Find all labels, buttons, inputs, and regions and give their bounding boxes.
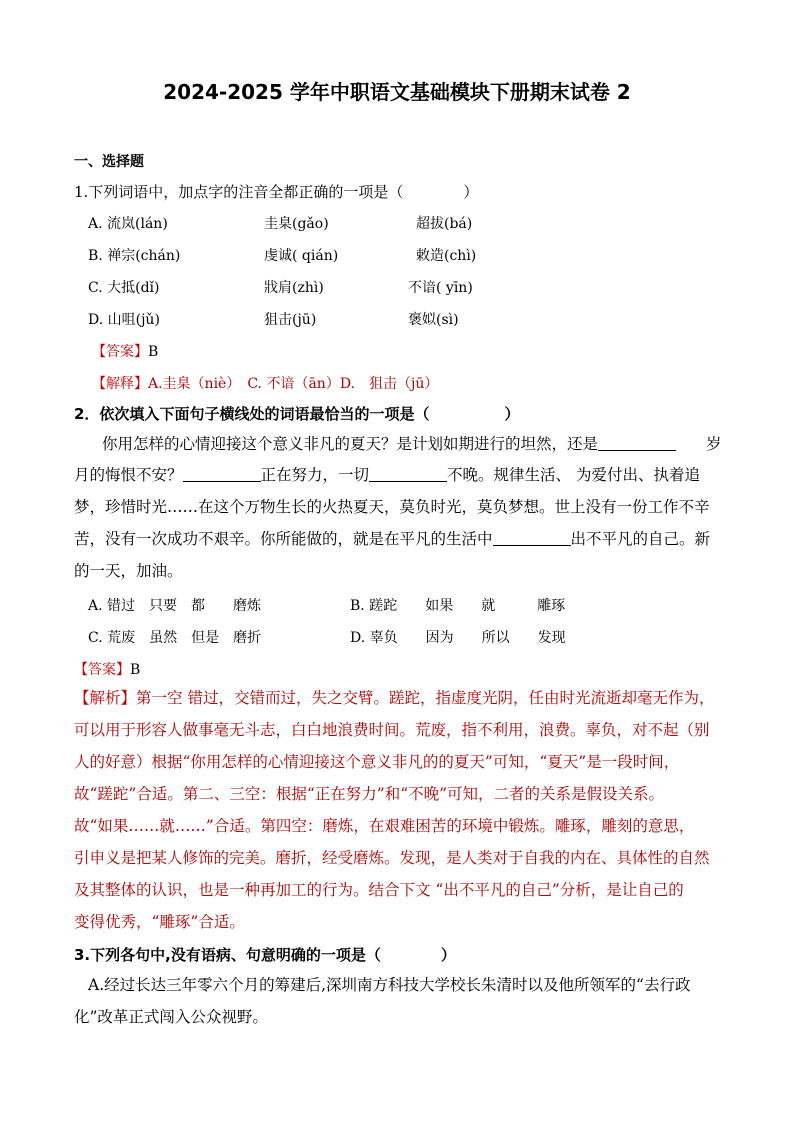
q2-passage-line-3: 梦，珍惜时光……在这个万物生长的火热夏天，莫负时光，莫负梦想。世上没有一份工作不辛: [74, 498, 710, 516]
q2-passage-line-5: 的一天，加油。: [74, 562, 183, 580]
q1-option-c-3: 不谙( yīn): [408, 280, 473, 296]
fill-blank-3: [369, 463, 447, 482]
q2-passage-line-1-end: 岁: [706, 435, 722, 453]
fill-blank-4: [493, 527, 571, 546]
q1-option-c-1: C. 大抵(dǐ): [88, 280, 160, 296]
q2-option-d: D. 辜负 因为 所以 发现: [350, 630, 566, 646]
passage-text: 月的悔恨不安？: [74, 466, 183, 484]
q1-option-b-3: 敕造(chì): [416, 248, 477, 264]
q2-explanation-line-6: 引申义是把某人修饰的完美。磨折，经受磨炼。发现，是人类对于自我的内在、具体性的自然: [74, 849, 710, 867]
q2-explanation-line-1: [74, 683, 714, 714]
fill-blank-1: [598, 432, 676, 451]
q2-explanation-line-4: 故“蹉跎”合适。第二、三空：根据“正在努力”和“不晚”可知，二者的关系是假设关系。: [74, 785, 665, 803]
passage-text: 你用怎样的心情迎接这个意义非凡的夏天？是计划如期进行的坦然，还是: [102, 435, 599, 453]
q2-passage-line-4: [74, 524, 710, 555]
q2-explanation-line-8: 变得优秀，“雕琢”合适。: [74, 913, 245, 931]
q2-explanation-line-2: 可以用于形容人做事毫无斗志，白白地浪费时间。荒废，指不利用，浪费。辜负，对不起（别: [74, 721, 710, 739]
answer-value: B: [130, 662, 141, 678]
q2-passage-line-1: [102, 429, 676, 460]
q2-explanation-line-3: 人的好意）根据“你用怎样的心情迎接这个意义非凡的的夏天”可知，“夏天”是一段时间，: [74, 753, 680, 771]
q1-option-a-1: A. 流岚(lán): [88, 216, 168, 232]
section-heading: 一、选择题: [74, 154, 144, 170]
q3-option-a-line-2: 化”改革正式闯入公众视野。: [74, 1008, 268, 1026]
passage-text: 正在努力，一切: [260, 466, 370, 484]
q2-answer: [74, 659, 140, 679]
q1-option-a-2: 圭臬(gǎo): [264, 216, 329, 232]
passage-text: 苦，没有一次成功不艰辛。你所能做的，就是在平凡的生活中: [74, 530, 493, 548]
answer-tag: 【答案】: [74, 662, 130, 678]
fill-blank-2: [183, 463, 261, 482]
q2-explanation-line-7: 及其整体的认识，也是一种再加工的行为。结合下文 “出不平凡的自己”分析，是让自己的: [74, 881, 684, 899]
q1-option-d-2: 狙击(jū): [264, 312, 317, 328]
q1-option-b-2: 虔诚( qián): [264, 248, 339, 264]
q1-option-b-1: B. 禅宗(chán): [88, 248, 181, 264]
explain-tag: 【解释】: [92, 376, 148, 392]
passage-text: 出不平凡的自己。新: [570, 530, 711, 548]
question-2-stem: 2．依次填入下面句子横线处的词语最恰当的一项是（ ）: [74, 405, 520, 423]
question-1-stem: 1.下列词语中，加点字的注音全都正确的一项是（ ）: [74, 183, 479, 201]
q2-option-b: B. 蹉跎 如果 就 雕琢: [350, 598, 566, 614]
q1-option-c-2: 戕肩(zhì): [264, 280, 324, 296]
passage-text: 不晚。规律生活、 为爱付出、执着追: [447, 466, 700, 484]
q1-option-d-3: 褒姒(sì): [408, 312, 459, 328]
explain-text: A.圭臬（niè） C. 不谙（ān）D. 狙击（jū）: [148, 376, 439, 392]
answer-tag: 【答案】: [92, 344, 148, 360]
page-title: 2024-2025 学年中职语文基础模块下册期末试卷 2: [163, 80, 631, 104]
q1-option-a-3: 超拔(bá): [416, 216, 473, 232]
answer-value: B: [148, 344, 159, 360]
q2-option-a: A. 错过 只要 都 磨炼: [88, 598, 262, 614]
q2-option-c: C. 荒废 虽然 但是 磨折: [88, 630, 262, 646]
q1-answer: [92, 341, 158, 361]
q2-explanation-line-5: 故“如果……就……”合适。第四空：磨炼，在艰难困苦的环境中锻炼。雕琢，雕刻的意思，: [74, 817, 695, 835]
explain-tag: 【解析】: [74, 689, 137, 707]
explain-text: 第一空 错过，交错而过，失之交臂。蹉跎，指虚度光阴，任由时光流逝却毫无作为，: [136, 689, 715, 707]
question-3-stem: 3.下列各句中,没有语病、句意明确的一项是（ ）: [74, 946, 456, 964]
q1-option-d-1: D. 山咀(jǔ): [88, 312, 160, 328]
q3-option-a-line-1: A.经过长达三年零六个月的筹建后,深圳南方科技大学校长朱清时以及他所领军的“去行政: [88, 976, 691, 994]
q1-explanation: [92, 373, 438, 393]
q2-passage-line-2: [74, 460, 700, 491]
